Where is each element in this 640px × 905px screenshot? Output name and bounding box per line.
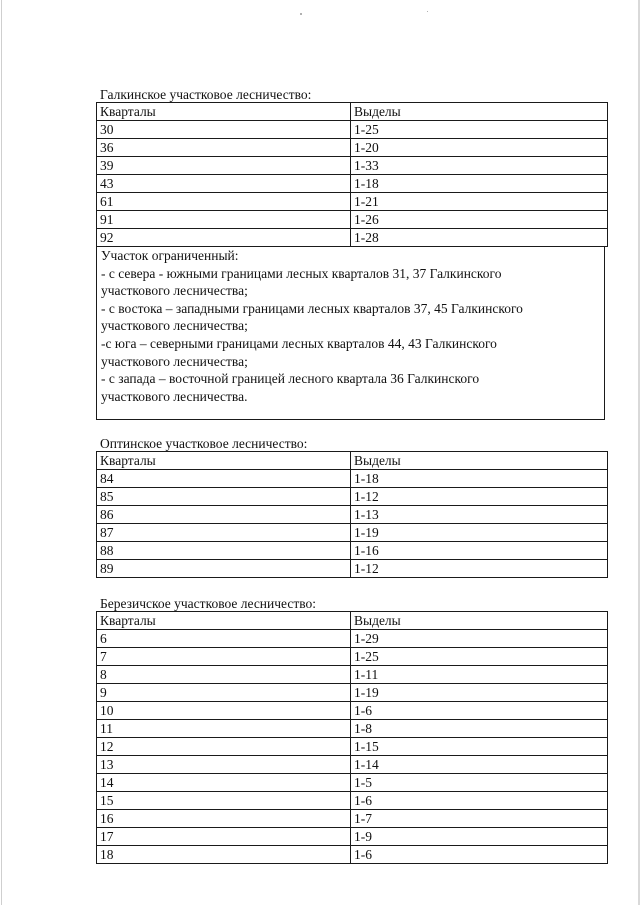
table-row [97,756,608,774]
quarters-table [96,451,608,578]
allotment-cell: 1-6 [351,792,608,810]
table-row [97,810,608,828]
table-header-row [97,103,608,121]
quarters-table [96,102,608,247]
quarter-cell: 14 [97,774,351,792]
table-row [97,542,608,560]
quarter-cell: 15 [97,792,351,810]
allotment-cell: 1-12 [351,560,608,578]
table-row [97,774,608,792]
table-row [97,846,608,864]
allotment-cell: 1-28 [351,229,608,247]
header-allotments: Выделы [351,103,608,121]
quarter-cell: 9 [97,684,351,702]
table-row [97,792,608,810]
note-line: - с запада – восточной границей лесного квартала 36 Галкинского [101,371,480,387]
table-row [97,506,608,524]
quarter-cell: 92 [97,229,351,247]
table-header-row [97,452,608,470]
allotment-cell: 1-21 [351,193,608,211]
table-row [97,229,608,247]
table-row [97,560,608,578]
table-header-row [97,612,608,630]
quarter-cell: 84 [97,470,351,488]
allotment-cell: 1-25 [351,648,608,666]
note-line: участкового лесничества; [101,353,248,369]
allotment-cell: 1-18 [351,470,608,488]
allotment-cell: 1-11 [351,666,608,684]
allotment-cell: 1-19 [351,524,608,542]
table-row [97,175,608,193]
allotment-cell: 1-15 [351,738,608,756]
table-row [97,139,608,157]
scan-speck [427,11,428,12]
allotment-cell: 1-33 [351,157,608,175]
quarters-table [96,611,608,864]
table-row [97,648,608,666]
quarter-cell: 87 [97,524,351,542]
table-row [97,211,608,229]
note-line: - с востока – западными границами лесных кварталов 37, 45 Галкинского [101,300,523,316]
allotment-cell: 1-14 [351,756,608,774]
allotment-cell: 1-19 [351,684,608,702]
header-quarters: Кварталы [97,452,351,470]
note-line: - с севера - южными границами лесных кварталов 31, 37 Галкинского [101,265,502,281]
note-line: участкового лесничества; [101,318,248,334]
scan-edge-left [1,0,2,905]
section-title: Березичское участковое лесничество: [100,596,317,611]
quarter-cell: 10 [97,702,351,720]
header-quarters: Кварталы [97,103,351,121]
scan-speck [300,13,302,15]
allotment-cell: 1-6 [351,846,608,864]
allotment-cell: 1-9 [351,828,608,846]
table-row [97,738,608,756]
table-row [97,684,608,702]
table-row [97,828,608,846]
section-title: Галкинское участковое лесничество: [100,87,312,102]
quarter-cell: 8 [97,666,351,684]
table-row [97,702,608,720]
allotment-cell: 1-25 [351,121,608,139]
allotment-cell: 1-5 [351,774,608,792]
note-line: участкового лесничества; [101,283,248,299]
quarter-cell: 30 [97,121,351,139]
quarter-cell: 7 [97,648,351,666]
table-row [97,193,608,211]
note-line: -с юга – северными границами лесных кварталов 44, 43 Галкинского [101,335,497,351]
boundary-description [96,247,605,420]
table-row [97,121,608,139]
quarter-cell: 36 [97,139,351,157]
table-row [97,157,608,175]
allotment-cell: 1-8 [351,720,608,738]
table-row [97,524,608,542]
allotment-cell: 1-6 [351,702,608,720]
quarter-cell: 86 [97,506,351,524]
header-allotments: Выделы [351,452,608,470]
quarter-cell: 6 [97,630,351,648]
section-title: Оптинское участковое лесничество: [100,436,308,451]
note-padding [101,405,604,419]
note-line: Участок ограниченный: [101,248,239,263]
quarter-cell: 18 [97,846,351,864]
quarter-cell: 17 [97,828,351,846]
allotment-cell: 1-29 [351,630,608,648]
table-row [97,630,608,648]
table-row [97,720,608,738]
quarter-cell: 43 [97,175,351,193]
quarter-cell: 89 [97,560,351,578]
section-optinskoe [96,437,608,578]
quarter-cell: 61 [97,193,351,211]
quarter-cell: 91 [97,211,351,229]
quarter-cell: 88 [97,542,351,560]
allotment-cell: 1-12 [351,488,608,506]
table-row [97,470,608,488]
quarter-cell: 13 [97,756,351,774]
allotment-cell: 1-7 [351,810,608,828]
quarter-cell: 12 [97,738,351,756]
header-allotments: Выделы [351,612,608,630]
allotment-cell: 1-20 [351,139,608,157]
note-line: участкового лесничества. [101,388,248,404]
header-quarters: Кварталы [97,612,351,630]
allotment-cell: 1-16 [351,542,608,560]
quarter-cell: 16 [97,810,351,828]
allotment-cell: 1-18 [351,175,608,193]
quarter-cell: 39 [97,157,351,175]
quarter-cell: 11 [97,720,351,738]
allotment-cell: 1-26 [351,211,608,229]
allotment-cell: 1-13 [351,506,608,524]
quarter-cell: 85 [97,488,351,506]
section-galkinskoe [96,88,608,420]
table-row [97,488,608,506]
table-row [97,666,608,684]
section-berezichskoe [96,597,608,864]
